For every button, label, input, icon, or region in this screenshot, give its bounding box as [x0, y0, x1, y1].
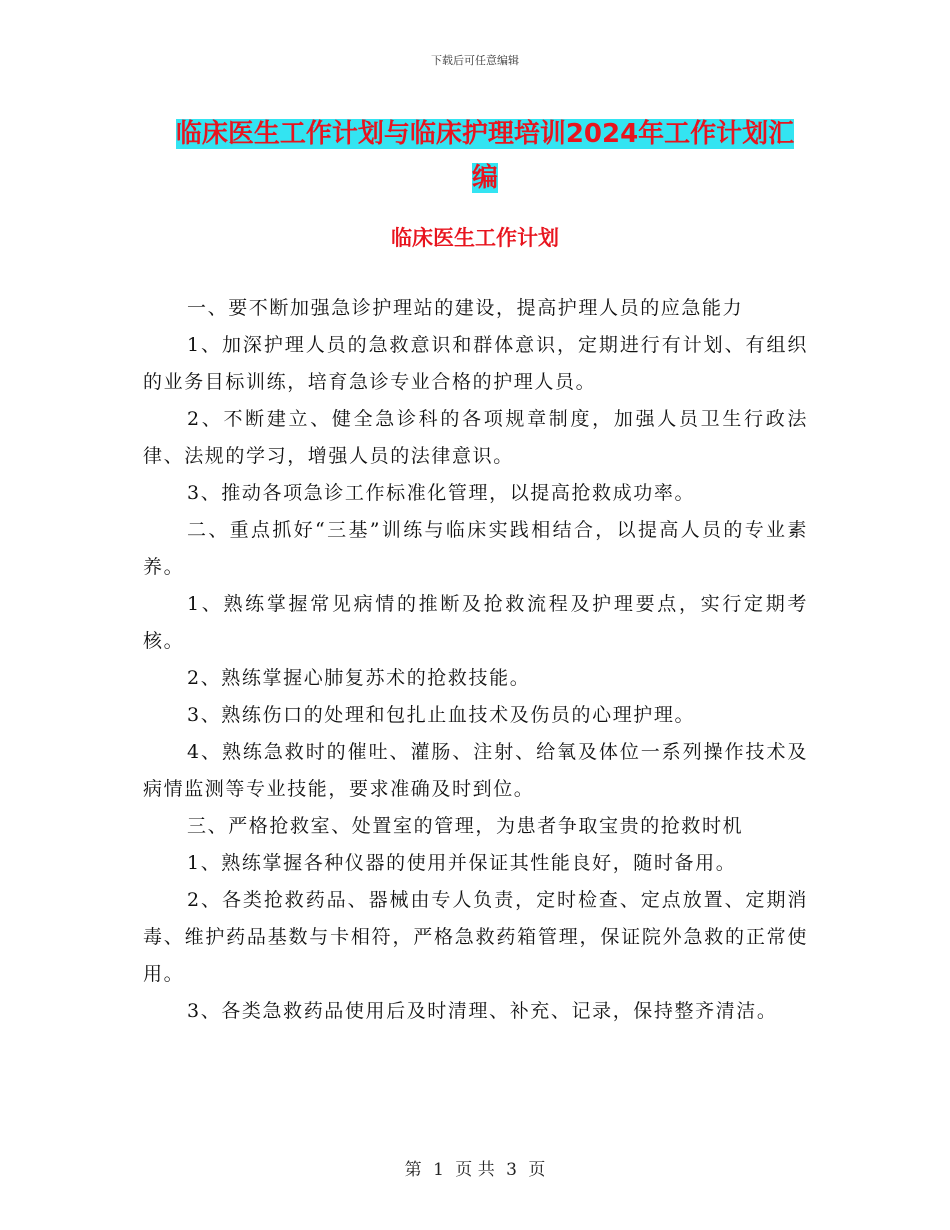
- footer-mid: 页 共: [455, 1160, 495, 1180]
- paragraph: 一、要不断加强急诊护理站的建设，提高护理人员的应急能力: [187, 297, 744, 319]
- paragraph: 1、加深护理人员的急救意识和群体意识，定期进行有计划、有组织的业务目标训练，培育急诊专业合格的护理人员。: [143, 334, 808, 393]
- paragraph: 2、各类抢救药品、器械由专人负责，定时检查、定点放置、定期消毒、维护药品基数与卡相符，严格急救药箱管理，保证院外急救的正常使用。: [143, 889, 808, 985]
- section-title: 临床医生工作计划: [391, 226, 559, 250]
- paragraph: 3、熟练伤口的处理和包扎止血技术及伤员的心理护理。: [187, 704, 696, 726]
- title-line-2: 编: [471, 163, 498, 193]
- page-number-footer: [0, 1155, 950, 1180]
- paragraph: 三、严格抢救室、处置室的管理，为患者争取宝贵的抢救时机: [187, 815, 744, 837]
- paragraph: 2、不断建立、健全急诊科的各项规章制度，加强人员卫生行政法律、法规的学习，增强人员的法律意识。: [143, 408, 808, 467]
- footer-prefix: 第: [404, 1160, 422, 1180]
- paragraph: 4、熟练急救时的催吐、灌肠、注射、给氧及体位一系列操作技术及病情监测等专业技能，要求准确及时到位。: [143, 741, 808, 800]
- document-title: [140, 112, 830, 200]
- header-note: 下载后可任意编辑: [431, 54, 519, 67]
- document-body: [143, 290, 808, 1030]
- paragraph: 3、各类急救药品使用后及时清理、补充、记录，保持整齐清洁。: [187, 1000, 778, 1022]
- title-line-1: 临床医生工作计划与临床护理培训2024年工作计划汇: [175, 119, 795, 149]
- current-page-number: 1: [433, 1160, 444, 1180]
- paragraph: 2、熟练掌握心肺复苏术的抢救技能。: [187, 667, 531, 689]
- footer-suffix: 页: [528, 1160, 546, 1180]
- paragraph: 1、熟练掌握常见病情的推断及抢救流程及护理要点，实行定期考核。: [143, 593, 808, 652]
- paragraph: 3、推动各项急诊工作标准化管理，以提高抢救成功率。: [187, 482, 696, 504]
- total-page-count: 3: [506, 1160, 517, 1180]
- paragraph: 二、重点抓好“三基”训练与临床实践相结合，以提高人员的专业素养。: [143, 519, 808, 578]
- paragraph: 1、熟练掌握各种仪器的使用并保证其性能良好，随时备用。: [187, 852, 737, 874]
